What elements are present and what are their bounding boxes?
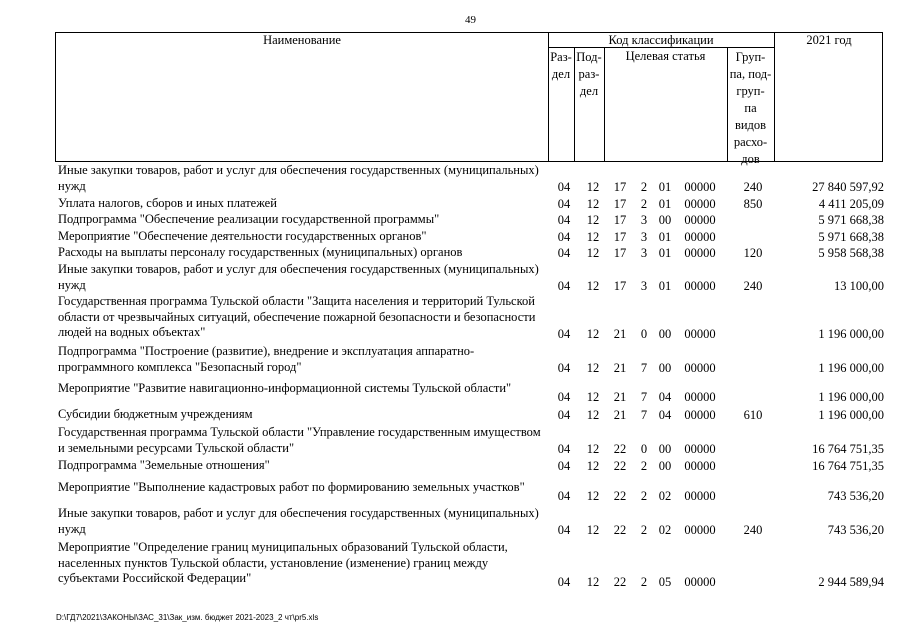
row-rz: 04	[557, 360, 571, 375]
row-pr: 12	[586, 458, 600, 473]
header-target: Целевая статья	[625, 49, 706, 63]
row-c4: 00000	[684, 229, 716, 244]
row-pr: 12	[586, 407, 600, 422]
file-path-footer: D:\ГД7\2021\ЗАКОНЫ\ЗАС_31\Зак_изм. бюджет 2021-2023_2 чт\pr5.xls	[56, 613, 319, 622]
row-c3: 01	[658, 278, 672, 293]
row-c1: 22	[613, 574, 627, 589]
row-c2: 0	[640, 441, 648, 456]
row-c2: 3	[640, 245, 648, 260]
row-c4: 00000	[684, 407, 716, 422]
row-c1: 21	[613, 360, 627, 375]
row-c4: 00000	[684, 212, 716, 227]
row-name: Мероприятие "Обеспечение деятельности государственных органов"	[58, 229, 427, 243]
row-pr: 12	[586, 488, 600, 503]
row-rz: 04	[557, 389, 571, 404]
row-c1: 22	[613, 488, 627, 503]
table-row	[58, 506, 884, 538]
table-row	[58, 407, 884, 423]
row-pr: 12	[586, 441, 600, 456]
row-c4: 00000	[684, 196, 716, 211]
row-c2: 2	[640, 522, 648, 537]
table-row	[58, 229, 884, 245]
row-c1: 21	[613, 407, 627, 422]
header-podrazdel: Под- раз- дел	[576, 50, 602, 98]
row-pr: 12	[586, 179, 600, 194]
row-c2: 7	[640, 389, 648, 404]
table-row	[58, 381, 884, 405]
row-pr: 12	[586, 212, 600, 227]
row-c1: 21	[613, 389, 627, 404]
row-amount: 16 764 751,35	[812, 441, 884, 456]
row-rz: 04	[557, 458, 571, 473]
row-c1: 22	[613, 458, 627, 473]
row-c4: 00000	[684, 488, 716, 503]
row-amount: 1 196 000,00	[818, 326, 884, 341]
row-c4: 00000	[684, 245, 716, 260]
row-c3: 00	[658, 458, 672, 473]
row-c4: 00000	[684, 360, 716, 375]
row-c2: 2	[640, 574, 648, 589]
row-rz: 04	[557, 212, 571, 227]
row-pr: 12	[586, 278, 600, 293]
row-rz: 04	[557, 488, 571, 503]
row-rz: 04	[557, 326, 571, 341]
row-name: Подпрограмма "Обеспечение реализации государственной программы"	[58, 212, 440, 226]
row-c1: 22	[613, 441, 627, 456]
row-c1: 17	[613, 179, 627, 194]
table-row	[58, 540, 884, 590]
row-c2: 2	[640, 488, 648, 503]
row-c2: 2	[640, 196, 648, 211]
row-c1: 17	[613, 245, 627, 260]
row-c3: 05	[658, 574, 672, 589]
row-amount: 743 536,20	[827, 522, 884, 537]
row-amount: 1 196 000,00	[818, 407, 884, 422]
row-name: Расходы на выплаты персоналу государственных (муниципальных) органов	[58, 245, 463, 259]
row-c3: 00	[658, 441, 672, 456]
header-code: Код классификации	[608, 33, 714, 47]
table-row	[58, 262, 884, 294]
row-rz: 04	[557, 229, 571, 244]
row-amount: 1 196 000,00	[818, 360, 884, 375]
table-header	[55, 32, 883, 166]
row-rz: 04	[557, 179, 571, 194]
row-amount: 16 764 751,35	[812, 458, 884, 473]
row-name: Уплата налогов, сборов и иных платежей	[58, 196, 277, 210]
row-c2: 7	[640, 360, 648, 375]
row-c3: 00	[658, 326, 672, 341]
row-pr: 12	[586, 522, 600, 537]
row-vr: 240	[743, 522, 763, 537]
row-c3: 02	[658, 522, 672, 537]
row-vr: 610	[743, 407, 763, 422]
row-vr: 120	[743, 245, 763, 260]
row-pr: 12	[586, 326, 600, 341]
table-row	[58, 245, 884, 261]
row-rz: 04	[557, 196, 571, 211]
row-c4: 00000	[684, 326, 716, 341]
row-c4: 00000	[684, 574, 716, 589]
row-c1: 17	[613, 196, 627, 211]
row-pr: 12	[586, 360, 600, 375]
table-row	[58, 344, 884, 376]
row-rz: 04	[557, 245, 571, 260]
row-rz: 04	[557, 441, 571, 456]
row-rz: 04	[557, 574, 571, 589]
row-amount: 5 971 668,38	[818, 229, 884, 244]
row-c2: 2	[640, 458, 648, 473]
row-vr: 240	[743, 278, 763, 293]
row-c2: 0	[640, 326, 648, 341]
row-c1: 17	[613, 212, 627, 227]
row-name: Государственная программа Тульской области "Защита населения и территорий Тульской области от чрезвычайных ситуаций, обеспечение пожарной безопасности и безопасности людей на водных объектах"	[58, 294, 536, 339]
row-name: Государственная программа Тульской области "Управление государственным имуществом и земельными ресурсами Тульской области"	[58, 425, 541, 455]
row-c3: 01	[658, 245, 672, 260]
row-amount: 1 196 000,00	[818, 389, 884, 404]
row-c3: 01	[658, 229, 672, 244]
row-pr: 12	[586, 574, 600, 589]
row-vr: 850	[743, 196, 763, 211]
row-c3: 01	[658, 179, 672, 194]
row-name: Подпрограмма "Построение (развитие), внедрение и эксплуатация аппаратно-программного комплекса "Безопасный город"	[58, 344, 475, 374]
row-c2: 3	[640, 229, 648, 244]
row-amount: 5 958 568,38	[818, 245, 884, 260]
row-name: Мероприятие "Выполнение кадастровых работ по формированию земельных участков"	[58, 480, 525, 494]
table-row	[58, 458, 884, 474]
row-pr: 12	[586, 196, 600, 211]
row-rz: 04	[557, 278, 571, 293]
row-rz: 04	[557, 522, 571, 537]
row-c3: 02	[658, 488, 672, 503]
row-c4: 00000	[684, 179, 716, 194]
row-name: Иные закупки товаров, работ и услуг для обеспечения государственных (муниципальных) нужд	[58, 262, 539, 292]
row-c3: 01	[658, 196, 672, 211]
row-c4: 00000	[684, 458, 716, 473]
row-name: Подпрограмма "Земельные отношения"	[58, 458, 270, 472]
row-name: Иные закупки товаров, работ и услуг для обеспечения государственных (муниципальных) нужд	[58, 506, 539, 536]
table-row	[58, 212, 884, 228]
row-amount: 4 411 205,09	[818, 196, 884, 211]
row-c1: 17	[613, 278, 627, 293]
row-c3: 00	[658, 212, 672, 227]
row-c1: 17	[613, 229, 627, 244]
page-number: 49	[465, 14, 476, 26]
row-amount: 27 840 597,92	[812, 179, 884, 194]
table-row	[58, 294, 884, 342]
header-year: 2021 год	[806, 33, 852, 47]
row-name: Мероприятие "Определение границ муниципальных образований Тульской области, населенных пунктов Тульской области, установление (изменение) границ между субъектами Российской Федерации"	[58, 540, 508, 585]
row-c3: 04	[658, 389, 672, 404]
row-vr: 240	[743, 179, 763, 194]
table-row	[58, 480, 884, 504]
row-c1: 21	[613, 326, 627, 341]
header-name: Наименование	[263, 33, 341, 47]
row-amount: 2 944 589,94	[818, 574, 884, 589]
row-c4: 00000	[684, 389, 716, 404]
row-amount: 13 100,00	[834, 278, 884, 293]
row-c4: 00000	[684, 278, 716, 293]
header-group: Груп- па, под- груп- па видов расхо- дов	[729, 50, 772, 166]
row-c4: 00000	[684, 522, 716, 537]
row-amount: 5 971 668,38	[818, 212, 884, 227]
row-rz: 04	[557, 407, 571, 422]
header-razdel: Раз- дел	[550, 50, 572, 81]
row-name: Мероприятие "Развитие навигационно-информационной системы Тульской области"	[58, 381, 512, 395]
row-name: Иные закупки товаров, работ и услуг для обеспечения государственных (муниципальных) нужд	[58, 163, 539, 193]
row-name: Субсидии бюджетным учреждениям	[58, 407, 253, 421]
table-row	[58, 163, 884, 195]
table-row	[58, 196, 884, 212]
row-pr: 12	[586, 245, 600, 260]
table-row	[58, 425, 884, 457]
row-c2: 3	[640, 278, 648, 293]
row-amount: 743 536,20	[827, 488, 884, 503]
row-pr: 12	[586, 229, 600, 244]
row-c2: 7	[640, 407, 648, 422]
row-c2: 3	[640, 212, 648, 227]
row-c3: 04	[658, 407, 672, 422]
row-c3: 00	[658, 360, 672, 375]
row-c2: 2	[640, 179, 648, 194]
row-pr: 12	[586, 389, 600, 404]
row-c1: 22	[613, 522, 627, 537]
row-c4: 00000	[684, 441, 716, 456]
